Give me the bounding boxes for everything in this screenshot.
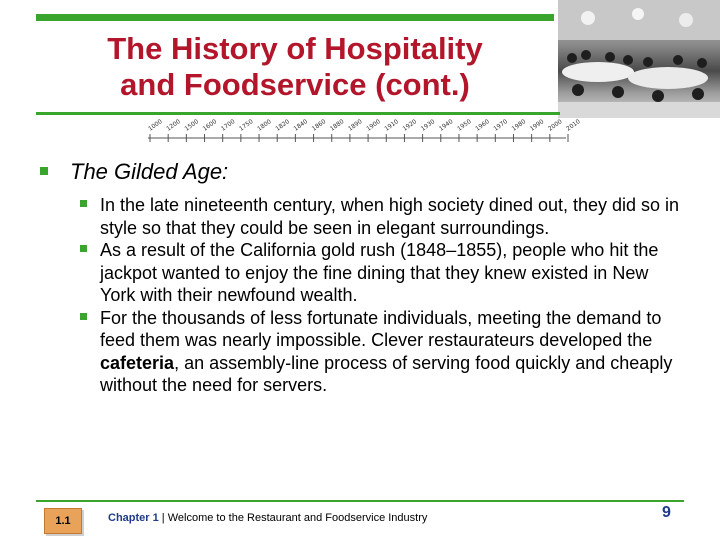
timeline-label: 1860 — [310, 118, 328, 133]
bullet-marker — [80, 313, 87, 320]
timeline-label: 1960 — [474, 118, 491, 133]
bullet-marker — [80, 200, 87, 207]
timeline-label: 1920 — [401, 118, 419, 133]
timeline-label: 1200 — [165, 118, 182, 133]
timeline-label: 1000 — [147, 118, 164, 133]
footer-rule — [36, 500, 684, 502]
bullet-text-1: In the late nineteenth century, when high society dined out, they did so in style so that they could be seen in elegant surroundings. — [100, 195, 680, 238]
bullet-text-3 — [100, 307, 680, 397]
heading-bullet — [40, 158, 228, 186]
bullet-list — [80, 194, 685, 397]
title-line-2: and Foodservice (cont.) — [120, 67, 470, 102]
footer-caption — [108, 512, 427, 524]
chapter-title: Welcome to the Restaurant and Foodservice Industry — [167, 512, 428, 524]
bullet-text-3-end: , an assembly-line process of serving food quickly and cheaply without the need for servers. — [100, 352, 673, 395]
timeline-label: 1500 — [183, 118, 201, 133]
top-accent-bar — [36, 14, 554, 21]
bullet-text-2: As a result of the California gold rush (1848–1855), people who hit the jackpot wanted to enjoy the fine dining that they knew existed in New York with their newfound wealth. — [100, 240, 659, 305]
slide-number-badge: 1.1 — [44, 508, 82, 534]
history-timeline — [147, 118, 582, 146]
banquet-photo — [558, 0, 720, 118]
title-underline — [36, 112, 560, 115]
timeline-label: 1820 — [274, 118, 291, 133]
slide-title — [36, 24, 554, 110]
timeline-label: 1890 — [347, 118, 364, 133]
timeline-label: 1700 — [219, 118, 237, 133]
timeline-label: 2000 — [546, 118, 564, 133]
bullet-text-3-start: For the thousands of less fortunate individuals, meeting the demand to feed them was nearly impossible. Clever restaurateurs developed the — [100, 307, 662, 350]
timeline-label: 1940 — [437, 118, 455, 133]
timeline-label: 2010 — [565, 118, 582, 133]
cafeteria-term: cafeteria — [100, 352, 175, 373]
timeline-label: 1600 — [201, 118, 219, 133]
timeline-label: 1930 — [419, 118, 437, 133]
timeline-label: 1950 — [456, 118, 473, 133]
list-item — [80, 194, 685, 239]
timeline-label: 1900 — [365, 118, 382, 133]
timeline-label: 1840 — [292, 118, 310, 133]
title-line-1: The History of Hospitality — [107, 31, 483, 66]
bullet-marker — [80, 245, 87, 252]
timeline-label: 1750 — [238, 118, 255, 133]
list-item — [80, 307, 685, 397]
timeline-label: 1910 — [383, 118, 400, 133]
footer-separator: | — [158, 512, 168, 524]
section-heading: The Gilded Age: — [70, 159, 229, 184]
list-item — [80, 239, 685, 307]
bullet-marker — [40, 167, 48, 175]
timeline-label: 1980 — [510, 118, 528, 133]
timeline-label: 1800 — [256, 118, 273, 133]
timeline-label: 1970 — [492, 118, 509, 133]
page-number: 9 — [662, 504, 671, 521]
timeline-label: 1990 — [528, 118, 546, 133]
timeline-label: 1880 — [328, 118, 346, 133]
chapter-label: Chapter 1 — [108, 512, 159, 524]
